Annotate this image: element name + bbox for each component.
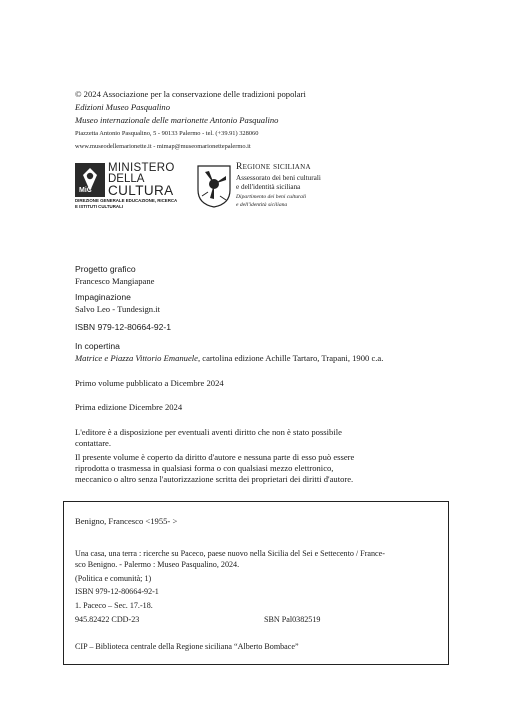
copertina-label: In copertina xyxy=(75,341,120,351)
cip-author: Benigno, Francesco <1955- > xyxy=(75,516,178,526)
museum-name: Museo internazionale delle marionette Antonio Pasqualino xyxy=(75,115,279,125)
copertina-desc-italic: Matrice e Piazza Vittorio Emanuele xyxy=(75,353,198,363)
cip-isbn: ISBN 979-12-80664-92-1 xyxy=(75,587,159,596)
cip-cdd: 945.82422 CDD-23 xyxy=(75,615,140,624)
ministero-sub1: DIREZIONE GENERALE EDUCAZIONE, RICERCA xyxy=(75,198,178,203)
diritti-note-3: meccanico o altro senza l'autorizzazione scritta dei proprietari dei diritti d'autore. xyxy=(75,474,354,484)
ministero-sub2: E ISTITUTI CULTURALI xyxy=(75,204,123,209)
impaginazione-name: Salvo Leo - Tundesign.it xyxy=(75,304,160,314)
copyright-line: © 2024 Associazione per la conservazione delle tradizioni popolari xyxy=(75,89,306,99)
cip-title-1: Una casa, una terra : ricerche su Paceco, paese nuovo nella Sicilia del Sei e Settecento / France- xyxy=(75,549,385,558)
regione-line1: Assessorato dei beni culturali xyxy=(236,174,321,182)
prima-edizione: Prima edizione Dicembre 2024 xyxy=(75,402,183,412)
editore-note-2: contattare. xyxy=(75,438,112,448)
cip-footer: CIP – Biblioteca centrale della Regione siciliana “Alberto Bombace” xyxy=(75,642,299,651)
regione-line3: Dipartimento dei beni culturali xyxy=(236,194,307,200)
ministero-line1: MINISTERO xyxy=(108,162,175,174)
ministero-line3: CULTURA xyxy=(108,183,174,198)
cip-title-2: sco Benigno. - Palermo : Museo Pasqualino, 2024. xyxy=(75,560,240,569)
progetto-label: Progetto grafico xyxy=(75,264,136,274)
progetto-name: Francesco Mangiapane xyxy=(75,276,155,286)
trinacria-icon xyxy=(196,164,232,208)
ministero-cultura-logo xyxy=(75,163,187,211)
primo-volume: Primo volume pubblicato a Dicembre 2024 xyxy=(75,378,224,388)
copertina-desc-rest: , cartolina edizione Achille Tartaro, Trapani, 1900 c.a. xyxy=(198,353,384,363)
web-line: www.museodellemarionette.it - mimap@museomarionettepalermo.it xyxy=(75,143,251,150)
cip-sbn: SBN Pal0382519 xyxy=(264,615,321,624)
address-line: Piazzetta Antonio Pasqualino, 5 - 90133 Palermo - tel. (+39.91) 328060 xyxy=(75,130,259,137)
cip-box xyxy=(63,501,449,665)
editore-note-1: L'editore è a disposizione per eventuali aventi diritto che non è stato possibile xyxy=(75,427,342,437)
cip-series: (Politica e comunità; 1) xyxy=(75,574,152,583)
diritti-note-1: Il presente volume è coperto da diritto d'autore e nessuna parte di esso può essere xyxy=(75,452,355,462)
mic-label: MiC xyxy=(79,187,92,194)
cip-subject: 1. Paceco – Sec. 17.-18. xyxy=(75,601,153,610)
regione-siciliana-logo xyxy=(196,162,386,212)
regione-line4: e dell'identità siciliana xyxy=(236,202,288,208)
publisher-name: Edizioni Museo Pasqualino xyxy=(75,102,171,112)
copertina-desc xyxy=(75,353,383,364)
isbn-line: ISBN 979-12-80664-92-1 xyxy=(75,322,172,332)
diritti-note-2: riprodotta o trasmessa in qualsiasi forma o con qualsiasi mezzo elettronico, xyxy=(75,463,334,473)
ministero-line2: DELLA xyxy=(108,173,145,185)
impaginazione-label: Impaginazione xyxy=(75,292,131,302)
regione-title: Regione siciliana xyxy=(236,162,311,172)
regione-line2: e dell'identità siciliana xyxy=(236,183,301,191)
